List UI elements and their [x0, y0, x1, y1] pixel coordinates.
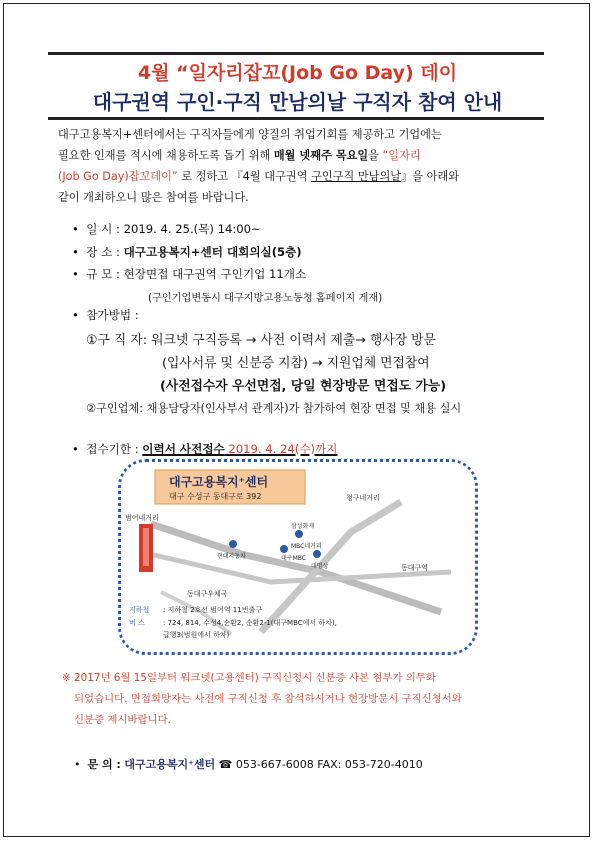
title-top-rule: [48, 52, 544, 55]
event-name: “일자리: [382, 149, 421, 162]
map-center-address: 대구 수성구 동대구로 392: [169, 492, 262, 501]
bullet: •: [72, 308, 79, 322]
map-label: 삼성화재: [291, 523, 315, 530]
bullet: •: [72, 222, 79, 236]
intro-text: 필요한 인재를 적시에 채용하도록 돕기 위해: [58, 149, 274, 162]
map-drawing: [121, 462, 475, 652]
deadline-row: [72, 441, 337, 457]
intro-text: 』을 아래와: [401, 170, 460, 183]
title-line-1: 4월 “일자리잡꼬(Job Go Day) 데이: [137, 62, 458, 84]
intro-emphasis: 구인구직 만남의날: [311, 170, 402, 183]
contact-phone: ☎ 053-667-6008 FAX: 053-720-4010: [218, 758, 423, 771]
date-label: 일 시 :: [86, 222, 120, 236]
map-label: 현대자동차: [217, 553, 246, 560]
intro-paragraph: [58, 124, 528, 208]
notice-line: 신분증 제시바랍니다.: [74, 714, 171, 726]
contact-org-logo: 대구고용복지⁺센터: [124, 758, 216, 771]
scale-value: 현장면접 대구권역 구인기업 11개소: [123, 267, 307, 281]
method-row: [72, 307, 139, 323]
notice: [62, 668, 512, 731]
scale-label: 규 모 :: [86, 267, 120, 281]
bullet: •: [72, 442, 79, 456]
intro-text: 대구고용복지+센터에서는 구직자들에게 양질의 취업기회를 제공하고 기업에는: [58, 128, 442, 141]
map-label: 대구MBC: [281, 555, 306, 562]
title-line-2: 대구권역 구인·구직 만남의날 구직자 참여 안내: [92, 90, 503, 114]
seeker-row: [86, 329, 436, 348]
intro-text: 로 정하고 『4월 대구권역: [177, 170, 312, 183]
date-value: 2019. 4. 25.(목) 14:00~: [123, 222, 261, 236]
place-row: [72, 244, 302, 260]
seeker-step-3: (사전접수자 우선면접, 당일 현장방문 면접도 가능): [160, 379, 447, 394]
subway-value: : 지하철 2호선 범어역 11번출구: [163, 606, 263, 614]
bullet: •: [72, 267, 79, 281]
intro-text: 을: [368, 149, 383, 162]
landmark-icon: [280, 545, 288, 553]
place-label: 장 소 :: [86, 245, 120, 259]
map-center-name: 대구고용복지⁺센터: [169, 475, 269, 489]
intro-text: 같이 개최하오니 많은 참여를 바랍니다.: [58, 191, 249, 204]
map-label: 동대구역: [401, 564, 429, 572]
place-value: 대구고용복지+센터 대회의실(5층): [123, 245, 302, 259]
bullet: •: [72, 245, 79, 259]
bullet: •: [74, 758, 81, 771]
map-label: 범어네거리: [125, 514, 159, 522]
intro-emphasis: 매월 넷째주 목요일: [273, 149, 369, 162]
bus-value-2: 급행3(범원에서 하차): [163, 631, 230, 639]
map-label: MBC네거리: [291, 543, 322, 550]
event-name: (Job Go Day)잡꼬데이”: [58, 170, 178, 183]
company-label: ②구인업체:: [86, 402, 144, 415]
deadline-date: 2019. 4. 24(수)까지: [224, 442, 338, 456]
scale-row: [72, 266, 306, 282]
seeker-step-1: 워크넷 구직등록 → 사전 이력서 제출→ 행사장 방문: [151, 333, 436, 348]
bus-value: : 724, 814, 수성4,순환2, 순환2-1(대구MBC에서 하차),: [163, 619, 337, 627]
seeker-step-2: (입사서류 및 신분증 지참) → 지원업체 면접참여: [162, 356, 430, 371]
seeker-label: ①구 직 자:: [86, 333, 148, 348]
landmark-icon: [313, 550, 321, 558]
deadline-value: [142, 442, 337, 456]
title-bottom-rule: [48, 117, 544, 120]
deadline-text: 이력서 사전접수: [142, 442, 225, 456]
map-label: 대명상: [311, 563, 329, 570]
location-map: [118, 459, 478, 655]
landmark-icon: [295, 530, 303, 538]
map-label: 동대구우체국: [187, 590, 228, 598]
company-value: 채용담당자(인사부서 관계자)가 참가하여 현장 면접 및 채용 실시: [146, 402, 462, 415]
method-label: 참가방법 :: [86, 308, 139, 322]
map-label: 청구네거리: [346, 494, 380, 502]
date-row: [72, 221, 261, 237]
notice-line: ※ 2017년 6월 15일부터 워크넷(고용센터) 구직신청시 신분증 사본 첨부가 의무화: [62, 672, 436, 684]
landmark-icon: [229, 540, 237, 548]
deadline-label: 접수기한 :: [86, 442, 139, 456]
subway-label: 지하철: [129, 606, 150, 614]
contact-label: 문 의 :: [87, 758, 121, 771]
contact-row: [74, 756, 423, 772]
notice-line: 되었습니다. 면접희망자는 사전에 구직신청 후 참석하시거나 현장방문시 구직신청서와: [74, 693, 462, 705]
company-row: [86, 400, 461, 416]
scale-note: (구인기업변동시 대구지방고용노동청 홈페이지 게재): [148, 293, 383, 304]
bus-label: 버 스: [129, 619, 145, 627]
